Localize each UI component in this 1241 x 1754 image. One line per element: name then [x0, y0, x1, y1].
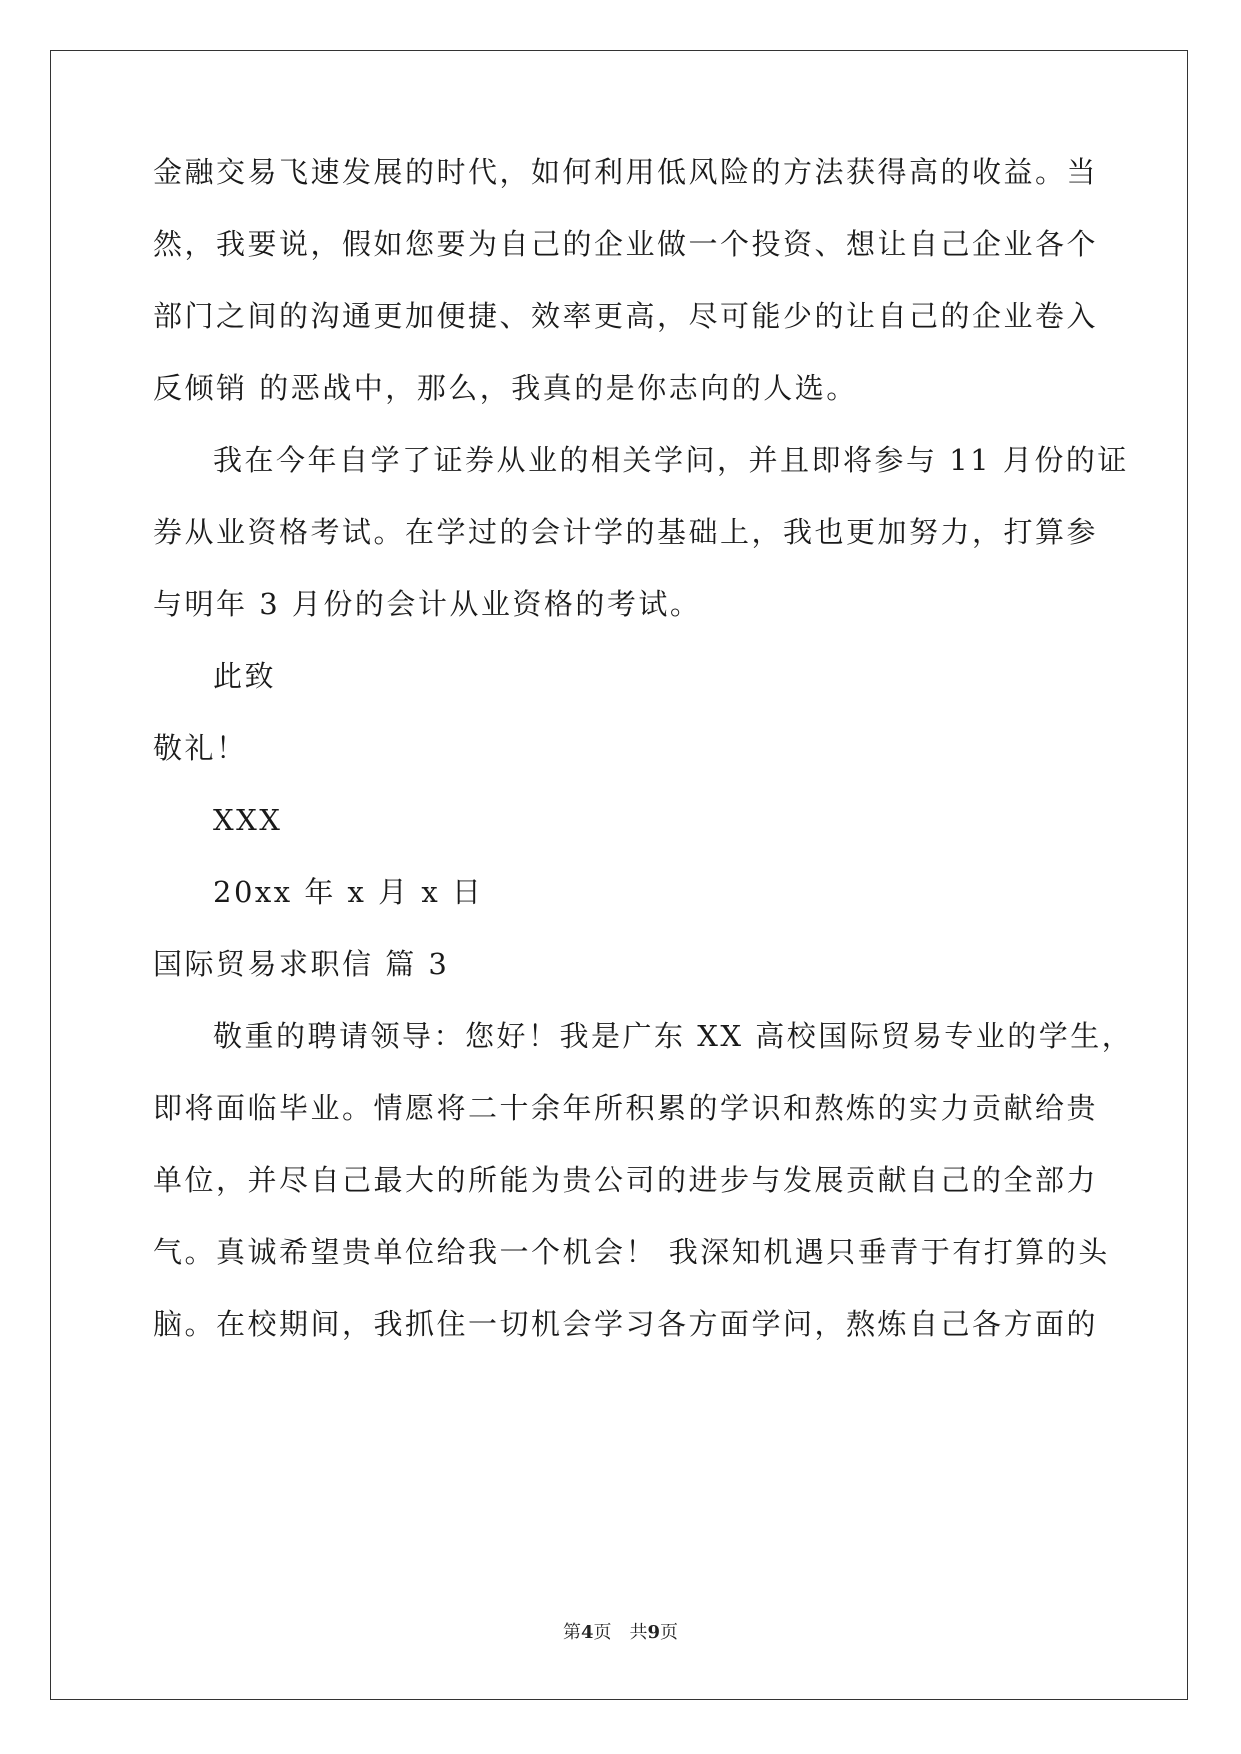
signature-date: 20xx 年 x 月 x 日	[213, 875, 484, 909]
body-line: 券从业资格考试。在学过的会计学的基础上，我也更加努力，打算参	[153, 515, 1099, 549]
body-line: 与明年 3 月份的会计从业资格的考试。	[153, 587, 702, 621]
signature-name: XXX	[213, 803, 283, 837]
footer-prefix: 第	[562, 1622, 581, 1643]
body-line: 气。真诚希望贵单位给我一个机会！ 我深知机遇只垂青于有打算的头	[153, 1235, 1110, 1269]
total-pages-number: 9	[647, 1622, 661, 1643]
paragraph-start-line: 敬重的聘请领导：您好！我是广东 XX 高校国际贸易专业的学生，	[213, 1019, 1134, 1053]
body-line: 反倾销 的恶战中，那么，我真的是你志向的人选。	[153, 371, 858, 405]
closing-regards: 敬礼！	[153, 731, 248, 765]
body-line: 部门之间的沟通更加便捷、效率更高，尽可能少的让自己的企业卷入	[153, 299, 1099, 333]
body-line: 即将面临毕业。情愿将二十余年所积累的学识和熬炼的实力贡献给贵	[153, 1091, 1099, 1125]
body-line: 脑。在校期间，我抓住一切机会学习各方面学问，熬炼自己各方面的	[153, 1307, 1099, 1341]
body-line: 单位，并尽自己最大的所能为贵公司的进步与发展贡献自己的全部力	[153, 1163, 1099, 1197]
footer-middle: 页 共	[593, 1622, 648, 1643]
page-number-footer	[0, 1622, 1241, 1644]
section-heading: 国际贸易求职信 篇 3	[153, 947, 450, 981]
current-page-number: 4	[580, 1622, 594, 1643]
closing-salutation: 此致	[213, 659, 277, 693]
body-line: 然，我要说，假如您要为自己的企业做一个投资、想让自己企业各个	[153, 227, 1099, 261]
body-line: 金融交易飞速发展的时代，如何利用低风险的方法获得高的收益。当	[153, 155, 1099, 189]
paragraph-start-line: 我在今年自学了证券从业的相关学问，并且即将参与 11 月份的证	[213, 443, 1129, 477]
footer-suffix: 页	[660, 1622, 679, 1643]
